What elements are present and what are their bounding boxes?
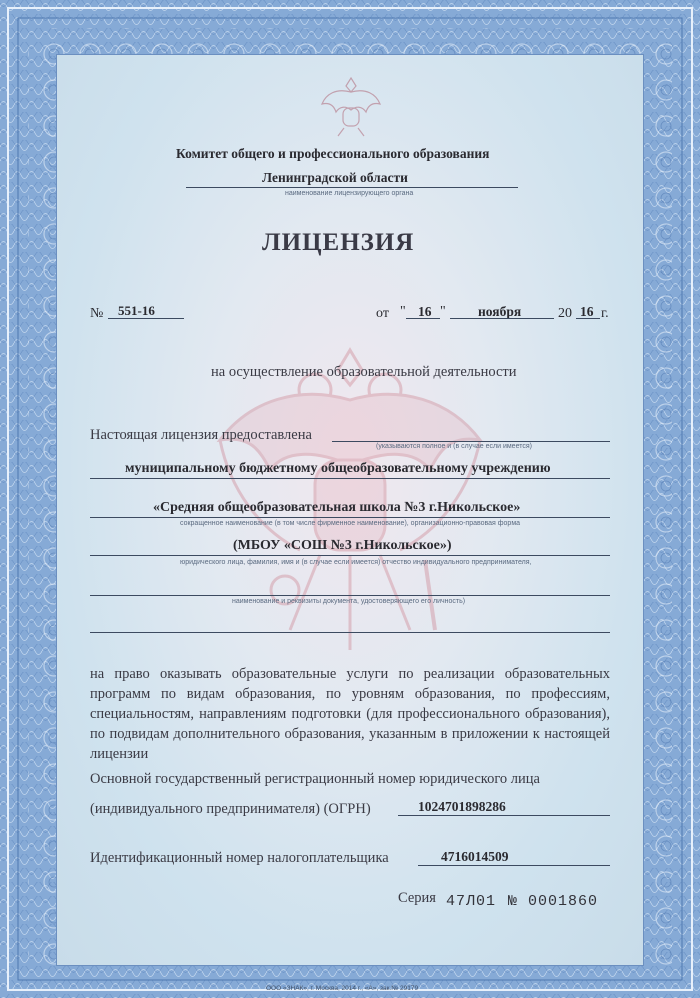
- blank-underline-2: [90, 632, 610, 633]
- granted-caption-4: наименование и реквизиты документа, удостоверяющего его личность): [232, 598, 466, 605]
- date-day: 16: [418, 304, 432, 319]
- issuer-name: Комитет общего и профессионального образования: [176, 146, 490, 161]
- series-value: 47Л01: [446, 893, 497, 910]
- coat-of-arms-icon: [316, 70, 386, 140]
- inn-label: Идентификационный номер налогоплательщика: [90, 850, 389, 866]
- activity-text: на осуществление образовательной деятельности: [211, 364, 517, 380]
- day-underline: [406, 318, 440, 319]
- ogrn-label-1: Основной государственный регистрационный номер юридического лица: [90, 771, 540, 787]
- license-title: ЛИЦЕНЗИЯ: [262, 229, 415, 256]
- number-underline: [108, 318, 184, 319]
- series-number: 0001860: [528, 893, 599, 910]
- series-number-sign: №: [508, 893, 518, 910]
- org-underline-1: [90, 478, 610, 479]
- quote-open: ": [400, 304, 406, 319]
- granted-caption-3: юридического лица, фамилия, имя и (в случае если имеется) отчество индивидуального предпринимателя,: [180, 559, 532, 566]
- granted-underline: [332, 441, 610, 442]
- org-short-name: (МБОУ «СОШ №3 г.Никольское»): [233, 538, 452, 553]
- license-number: 551-16: [118, 303, 155, 318]
- month-underline: [450, 318, 554, 319]
- rights-paragraph: на право оказывать образовательные услуги по реализации образовательных программ по видам образования, по уровням образования, по профессиям, специальностям, направлениям подготовки (для профессионального образования), по подвидам дополнительного образования, указанным в приложении к настоящей лицензии: [90, 666, 610, 762]
- org-full-name-1: муниципальному бюджетному общеобразовательному учреждению: [125, 461, 551, 476]
- date-month: ноября: [478, 304, 522, 319]
- org-full-name-2: «Средняя общеобразовательная школа №3 г.Никольское»: [153, 500, 521, 515]
- quote-close: ": [440, 304, 446, 319]
- ogrn-underline: [398, 815, 610, 816]
- ogrn-value: 1024701898286: [418, 799, 506, 814]
- issuer-caption: наименование лицензирующего органа: [285, 190, 414, 197]
- year-suffix: 16: [580, 304, 594, 319]
- year-unit: г.: [601, 306, 609, 321]
- granted-caption-2: сокращенное наименование (в том числе фирменное наименование), организационно-правовая форма: [180, 520, 521, 527]
- ogrn-label-2: (индивидуального предпринимателя) (ОГРН): [90, 801, 371, 817]
- issuer-region: Ленинградской области: [262, 170, 408, 185]
- year-underline: [576, 318, 600, 319]
- inn-underline: [418, 865, 610, 866]
- org-underline-2: [90, 517, 610, 518]
- date-prefix: от: [376, 306, 389, 321]
- granted-label: Настоящая лицензия предоставлена: [90, 427, 312, 443]
- issuer-underline: [186, 187, 518, 188]
- org-underline-3: [90, 555, 610, 556]
- number-prefix: №: [90, 306, 104, 321]
- granted-caption-1: (указываются полное и (в случае если имеется): [376, 443, 532, 450]
- year-prefix: 20: [558, 306, 572, 321]
- inn-value: 4716014509: [441, 849, 509, 864]
- printer-footer: ООО «ЗНАК», г. Москва, 2014 г., «А», зак.№ 29179: [266, 985, 419, 992]
- series-label: Серия: [398, 890, 436, 906]
- blank-underline-1: [90, 595, 610, 596]
